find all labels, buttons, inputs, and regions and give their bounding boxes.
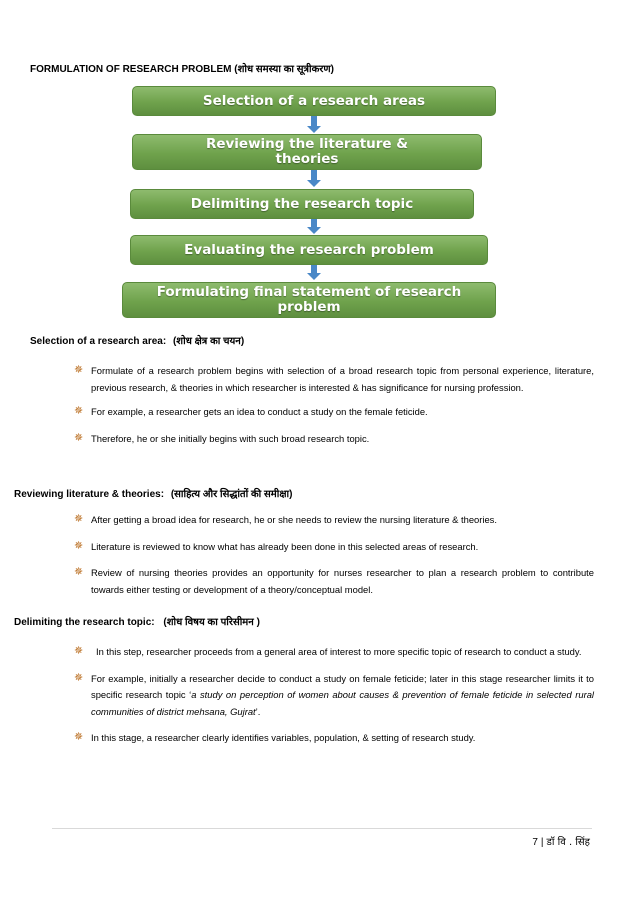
footer-separator: | <box>540 837 544 848</box>
list-item <box>74 363 594 396</box>
footer-divider <box>52 828 592 829</box>
bullet-text: After getting a broad idea for research, he or she needs to review the nursing literature & theories. <box>91 514 497 525</box>
bullet-list-selection <box>74 363 594 447</box>
flowchart <box>122 86 498 318</box>
author-name: डॉ वि . सिंह <box>546 837 590 848</box>
bullet-text: Literature is reviewed to know what has already been done in this selected areas of research. <box>91 540 479 552</box>
flow-step-4: Evaluating the research problem <box>130 235 488 265</box>
italic-tail: ’. <box>255 705 261 717</box>
list-item <box>74 565 594 598</box>
star-bullet-icon: ✵ <box>74 645 84 657</box>
bullet-text: For example, initially a researcher decide to conduct a study on female feticide; later in this stage researcher limits it to specific research topic ‘ <box>91 672 594 700</box>
star-bullet-icon: ✵ <box>74 364 84 376</box>
flow-step-3: Delimiting the research topic <box>130 189 474 219</box>
list-item <box>74 431 594 448</box>
page-title <box>30 61 334 75</box>
section-heading-hi: (शोध क्षेत्र का चयन) <box>172 336 245 347</box>
section-heading-selection <box>30 333 244 347</box>
star-bullet-icon: ✵ <box>74 539 84 552</box>
star-bullet-icon: ✵ <box>74 513 84 525</box>
bullet-list-reviewing <box>74 512 594 598</box>
flow-arrowhead-3 <box>307 227 321 234</box>
bullet-list-delimiting <box>74 644 594 747</box>
list-item <box>74 671 594 721</box>
bullet-text: For example, a researcher gets an idea to conduct a study on the female feticide. <box>91 406 428 417</box>
page-number: 7 <box>532 837 538 848</box>
list-item <box>74 512 594 529</box>
list-item <box>74 644 594 661</box>
section-heading-hi: (साहित्य और सिद्धांतों की समीक्षा) <box>170 489 293 500</box>
list-item <box>74 730 594 747</box>
flow-arrowhead-2 <box>307 180 321 187</box>
flow-step-1: Selection of a research areas <box>132 86 496 116</box>
flow-arrowhead-1 <box>307 126 321 133</box>
bullet-text: In this stage, a researcher clearly identifies variables, population, & setting of research study. <box>91 732 476 743</box>
flow-arrowhead-4 <box>307 273 321 280</box>
section-heading-en: Reviewing literature & theories: <box>14 489 165 500</box>
page-footer <box>532 834 590 848</box>
flow-step-5: Formulating final statement of research problem <box>122 282 496 318</box>
section-heading-reviewing <box>14 486 292 500</box>
section-heading-delimiting <box>14 614 260 628</box>
bullet-text: Formulate of a research problem begins with selection of a broad research topic from personal experience, literature, previous research, & theories in which researcher is interested & has significance for nursing profession. <box>91 365 594 393</box>
page-title-hi: (शोध समस्या का सूत्रीकरण) <box>234 64 334 75</box>
flow-step-2: Reviewing the literature & theories <box>132 134 482 170</box>
section-heading-en: Delimiting the research topic: <box>14 617 155 628</box>
bullet-text: In this step, researcher proceeds from a general area of interest to more specific topic of research to conduct a study. <box>96 646 582 657</box>
list-item <box>74 404 594 421</box>
list-item <box>74 539 594 556</box>
star-bullet-icon: ✵ <box>74 405 84 417</box>
star-bullet-icon: ✵ <box>74 671 84 684</box>
page-title-en: FORMULATION OF RESEARCH PROBLEM <box>30 64 232 75</box>
star-bullet-icon: ✵ <box>74 431 84 444</box>
section-heading-hi: (शोध विषय का परिसीमन ) <box>163 617 260 628</box>
bullet-text: Review of nursing theories provides an opportunity for nurses researcher to plan a research problem to contribute towards either testing or development of a theory/conceptual model. <box>91 567 594 595</box>
star-bullet-icon: ✵ <box>74 566 84 578</box>
bullet-text: Therefore, he or she initially begins with such broad research topic. <box>91 432 370 444</box>
italic-topic: a study on perception of women about causes & prevention of female feticide in selected rural communities of district mehsana, Gujrat <box>91 689 594 717</box>
section-heading-en: Selection of a research area: <box>30 336 167 347</box>
star-bullet-icon: ✵ <box>74 731 84 743</box>
